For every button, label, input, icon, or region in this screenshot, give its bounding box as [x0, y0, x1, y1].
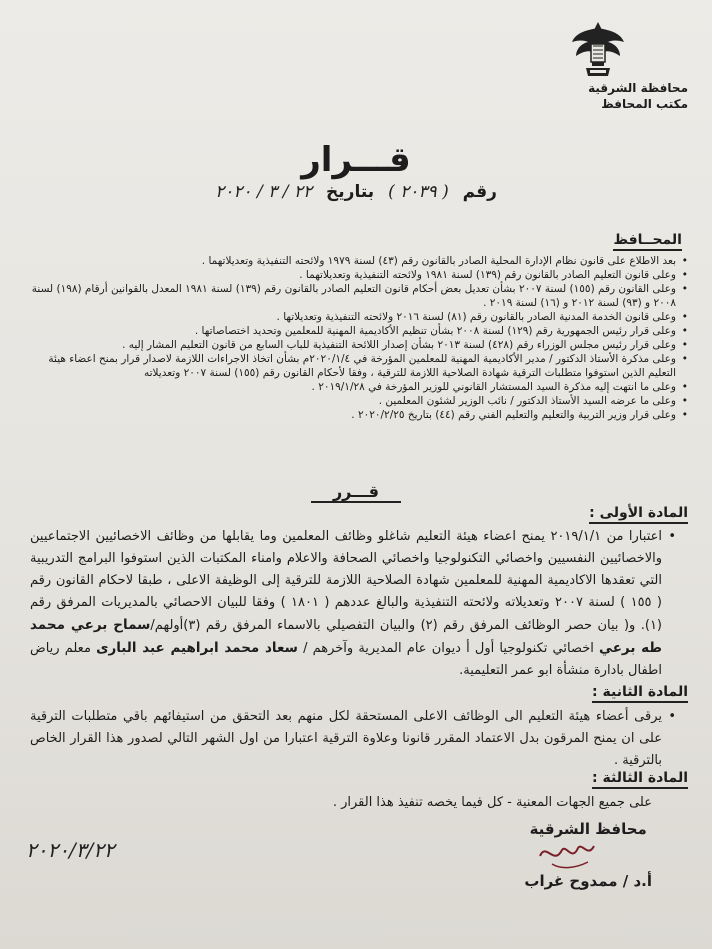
preamble-item: • وعلى القانون رقم (١٥٥) لسنة ٢٠٠٧ بشأن تعديل بعض أحكام قانون التعليم الصادر بالقانون رقم (١٣٩) لسنة ١٩٨١ المعدل بالقوانين أرقام (١٩٨) لسنة ٢٠٠٨ و (٩٣) لسنة ٢٠١٢ و (١٦) لسنة ٢٠١٩ . — [28, 282, 688, 310]
preamble-item: • وعلى قرار رئيس مجلس الوزراء رقم (٤٢٨) لسنة ٢٠١٣ بشأن إصدار اللائحة التنفيذية للباب السابع من قانون التعليم المشار إليه . — [28, 338, 688, 352]
handwritten-date: ٢٠٢٠/٣/٢٢ — [26, 838, 115, 862]
article-3-heading: المادة الثالثة : — [592, 770, 688, 789]
preamble-item: • وعلى قرار رئيس الجمهورية رقم (١٢٩) لسنة ٢٠٠٨ بشأن تنظيم الأكاديمية المهنية للمعلمين وتحديد اختصاصاتها . — [28, 324, 688, 338]
decides-heading — [0, 482, 712, 501]
article-1-body — [30, 526, 676, 682]
preamble-item: • وعلى ما عرضه السيد الأستاذ الدكتور / نائب الوزير لشئون المعلمين . — [28, 394, 688, 408]
article-2-text: • يرقى أعضاء هيئة التعليم الى الوظائف الاعلى المستحقة لكل منهم بعد التحقق من استيفائهم باقي متطلبات الترقية على ان يمنح المرقون بدل الاعتماد المقرر قانونا وعلاوة الترقية اعتبارا من اول الشهر التالي لصدور هذا القرار الخاص بالترقية . — [30, 706, 676, 772]
signature-title: محافظ الشرقية — [529, 820, 647, 838]
first-person-name: سماح برعي محمد طه برعي — [30, 617, 663, 656]
article-1-text — [30, 526, 676, 682]
preamble-item: • وعلى قرار وزير التربية والتعليم والتعليم الفني رقم (٤٤) بتاريخ ٢٠٢٠/٢/٢٥ . — [28, 408, 688, 422]
governorate-name: محافظة الشرقية — [588, 81, 688, 95]
signature-name: أ.د / ممدوح غراب — [524, 872, 652, 890]
office-name: مكتب المحافظ — [601, 97, 688, 111]
preamble-item: • وعلى مذكرة الأستاذ الدكتور / مدير الأكاديمية المهنية للمعلمين المؤرخة في ٢٠٢٠/١/٤م بشأن اتخاذ الاجراءات اللازمة لاصدار قرار بمنح اعضاء هيئة التعليم الذين استوفوا متطلبات الترقية شهادة الصلاحية اللازمة للترقية ، وفقا لأحكام القانون رقم (١٥٥) لسنة ٢٠٠٧ وتعديلاته — [28, 352, 688, 380]
decree-date: ٢٢ / ٣ / ٢٠٢٠ — [215, 182, 313, 202]
handwritten-signature-icon — [532, 836, 602, 874]
eagle-emblem-icon — [568, 18, 628, 80]
decides-heading-text: قـــرر — [311, 482, 401, 503]
date-label: بتاريخ — [326, 182, 375, 202]
decree-title: قـــرار — [301, 140, 411, 180]
number-label: رقم — [462, 182, 497, 202]
article-2-heading: المادة الثانية : — [592, 684, 688, 703]
governor-heading: المحــافظ — [613, 232, 682, 251]
decree-number-line — [0, 182, 712, 202]
preamble-list — [28, 254, 688, 422]
article-3-text: على جميع الجهات المعنية - كل فيما يخصه تنفيذ هذا القرار . — [332, 795, 652, 810]
letterhead — [508, 18, 688, 112]
article-1-main-text: اعتبارا من ٢٠١٩/١/١ يمنح اعضاء هيئة التعليم شاغلو وظائف المعلمين وما يقابلها من وظائف الاخصائيين الاجتماعيين والاخصائيين النفسيين واخصائي التكنولوجيا واخصائي الصحافة والاعلام وامناء المكتبات الذين استوفوا البرامج التدريبية التي تعقدها الاكاديمية المهنية للمعلمين شهادة الصلاحية اللازمة للترقية إلى الوظيفة الاعلى ، طبقا لاحكام القانون رقم ( ١٥٥ ) لسنة ٢٠٠٧ وتعديلاته ولائحته التنفيذية والبالغ عددهم ( ١٨٠١ ) وفقا للبيان الاحصائي بالمديريات المرفق رقم (١). و( بيان حصر الوظائف المرفق رقم (٢) والبيان التفصيلي بالاسماء المرفق رقم (٣)أولهم/ — [30, 529, 662, 633]
preamble-item: • وعلى قانون الخدمة المدنية الصادر بالقانون رقم (٨١) لسنة ٢٠١٦ ولائحته التنفيذية وتعديلاتها . — [28, 310, 688, 324]
article-1-end-text: معلم رياض اطفال بادارة منشأة ابو عمر التعليمية. — [30, 641, 662, 678]
article-1-heading: المادة الأولى : — [589, 505, 688, 524]
last-person-name: سعاد محمد ابراهيم عبد البارى — [96, 640, 298, 656]
article-2-body — [30, 706, 676, 772]
preamble-item: • بعد الاطلاع على قانون نظام الإدارة المحلية الصادر بالقانون رقم (٤٣) لسنة ١٩٧٩ ولائحته التنفيذية وتعديلاتهما . — [28, 254, 688, 268]
preamble-item: • وعلى قانون التعليم الصادر بالقانون رقم (١٣٩) لسنة ١٩٨١ ولائحته التنفيذية وتعديلاتهما . — [28, 268, 688, 282]
article-1-mid-text: اخصائي تكنولوجيا أول أ ديوان عام المديرية وآخرهم / — [303, 641, 594, 656]
decree-number: ( ٢٠٣٩ ) — [388, 182, 449, 202]
preamble-item: • وعلى ما انتهت إليه مذكرة السيد المستشار القانوني للوزير المؤرخة في ٢٠١٩/١/٢٨ . — [28, 380, 688, 394]
